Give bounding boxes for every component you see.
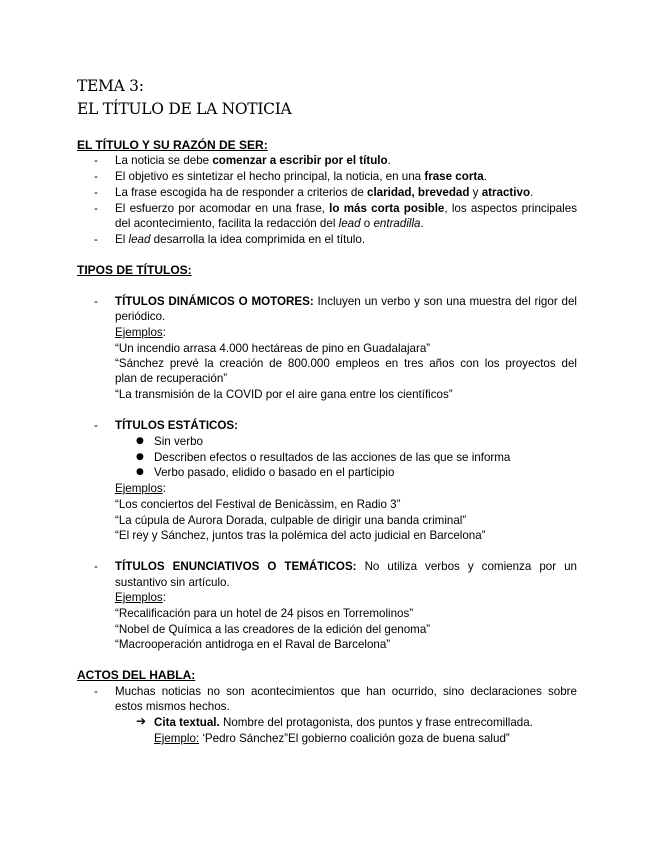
- bullet-icon: ●: [136, 452, 144, 462]
- example-headline: “Recalificación para un hotel de 24 pisos en Torremolinos”: [115, 607, 414, 620]
- static-feature: Verbo pasado, elidido o basado en el participio: [154, 466, 395, 479]
- examples-label: Ejemplos:: [115, 482, 166, 495]
- dynamic-titles-continuation: periódico.: [115, 310, 166, 323]
- static-feature: Describen efectos o resultados de las acciones de las que se informa: [154, 451, 511, 464]
- dash-marker: -: [94, 170, 98, 183]
- example-headline: “Sánchez prevé la creación de 800.000 empleos en tres años con los proyectos del: [115, 357, 577, 370]
- examples-label: Ejemplos:: [115, 326, 166, 339]
- static-titles-item: TÍTULOS ESTÁTICOS:: [115, 419, 239, 432]
- examples-label: Ejemplos:: [115, 591, 166, 604]
- list-item-continuation: estos mismos hechos.: [115, 700, 230, 713]
- arrow-right-icon: ➔: [136, 714, 147, 728]
- page-title: EL TÍTULO DE LA NOTICIA: [77, 100, 292, 118]
- list-item: La noticia se debe comenzar a escribir por el título.: [115, 154, 391, 167]
- bullet-icon: ●: [136, 436, 144, 446]
- list-item: El lead desarrolla la idea comprimida en el título.: [115, 233, 366, 246]
- example-headline: “Los conciertos del Festival de Benicàssim, en Radio 3”: [115, 498, 401, 511]
- static-feature: Sin verbo: [154, 435, 203, 448]
- example-headline: “Macrooperación antidroga en el Raval de Barcelona”: [115, 638, 391, 651]
- example-headline: “La transmisión de la COVID por el aire gana entre los científicos”: [115, 388, 453, 401]
- list-item: El esfuerzo por acomodar en una frase, lo más corta posible, los aspectos principales: [115, 202, 578, 215]
- bullet-icon: ●: [136, 467, 144, 477]
- dash-marker: -: [94, 186, 98, 199]
- dash-marker: -: [94, 295, 98, 308]
- enunciative-titles-continuation: sustantivo sin artículo.: [115, 576, 230, 589]
- cita-textual-item: Cita textual. Nombre del protagonista, dos puntos y frase entrecomillada.: [154, 716, 533, 729]
- section-title-razon: EL TÍTULO Y SU RAZÓN DE SER:: [77, 138, 268, 152]
- example-line: Ejemplo: ‘Pedro Sánchez”El gobierno coalición goza de buena salud”: [154, 732, 510, 745]
- example-headline: “La cúpula de Aurora Dorada, culpable de dirigir una banda criminal”: [115, 514, 467, 527]
- list-item: Muchas noticias no son acontecimientos que han ocurrido, sino declaraciones sobre: [115, 685, 577, 698]
- dash-marker: -: [94, 154, 98, 167]
- section-title-actos: ACTOS DEL HABLA:: [77, 668, 196, 682]
- list-item: El objetivo es sintetizar el hecho principal, la noticia, en una frase corta.: [115, 170, 487, 183]
- example-headline-continuation: plan de recuperación”: [115, 372, 228, 385]
- dash-marker: -: [94, 202, 98, 215]
- dash-marker: -: [94, 233, 98, 246]
- example-headline: “Un incendio arrasa 4.000 hectáreas de pino en Guadalajara”: [115, 342, 431, 355]
- example-headline: “El rey y Sánchez, juntos tras la polémica del acto judicial en Barcelona”: [115, 529, 486, 542]
- enunciative-titles-item: TÍTULOS ENUNCIATIVOS O TEMÁTICOS: No utiliza verbos y comienza por un: [115, 560, 577, 573]
- list-item: La frase escogida ha de responder a criterios de claridad, brevedad y atractivo.: [115, 186, 534, 199]
- dynamic-titles-item: TÍTULOS DINÁMICOS O MOTORES: Incluyen un verbo y son una muestra del rigor del: [115, 295, 577, 308]
- dash-marker: -: [94, 685, 98, 698]
- example-headline: “Nobel de Química a las creadores de la edición del genoma”: [115, 623, 431, 636]
- tema-heading: TEMA 3:: [77, 77, 144, 95]
- section-title-tipos: TIPOS DE TÍTULOS:: [77, 263, 192, 277]
- dash-marker: -: [94, 419, 98, 432]
- dash-marker: -: [94, 560, 98, 573]
- list-item-continuation: del acontecimiento, facilita la redacción del lead o entradilla.: [115, 217, 424, 230]
